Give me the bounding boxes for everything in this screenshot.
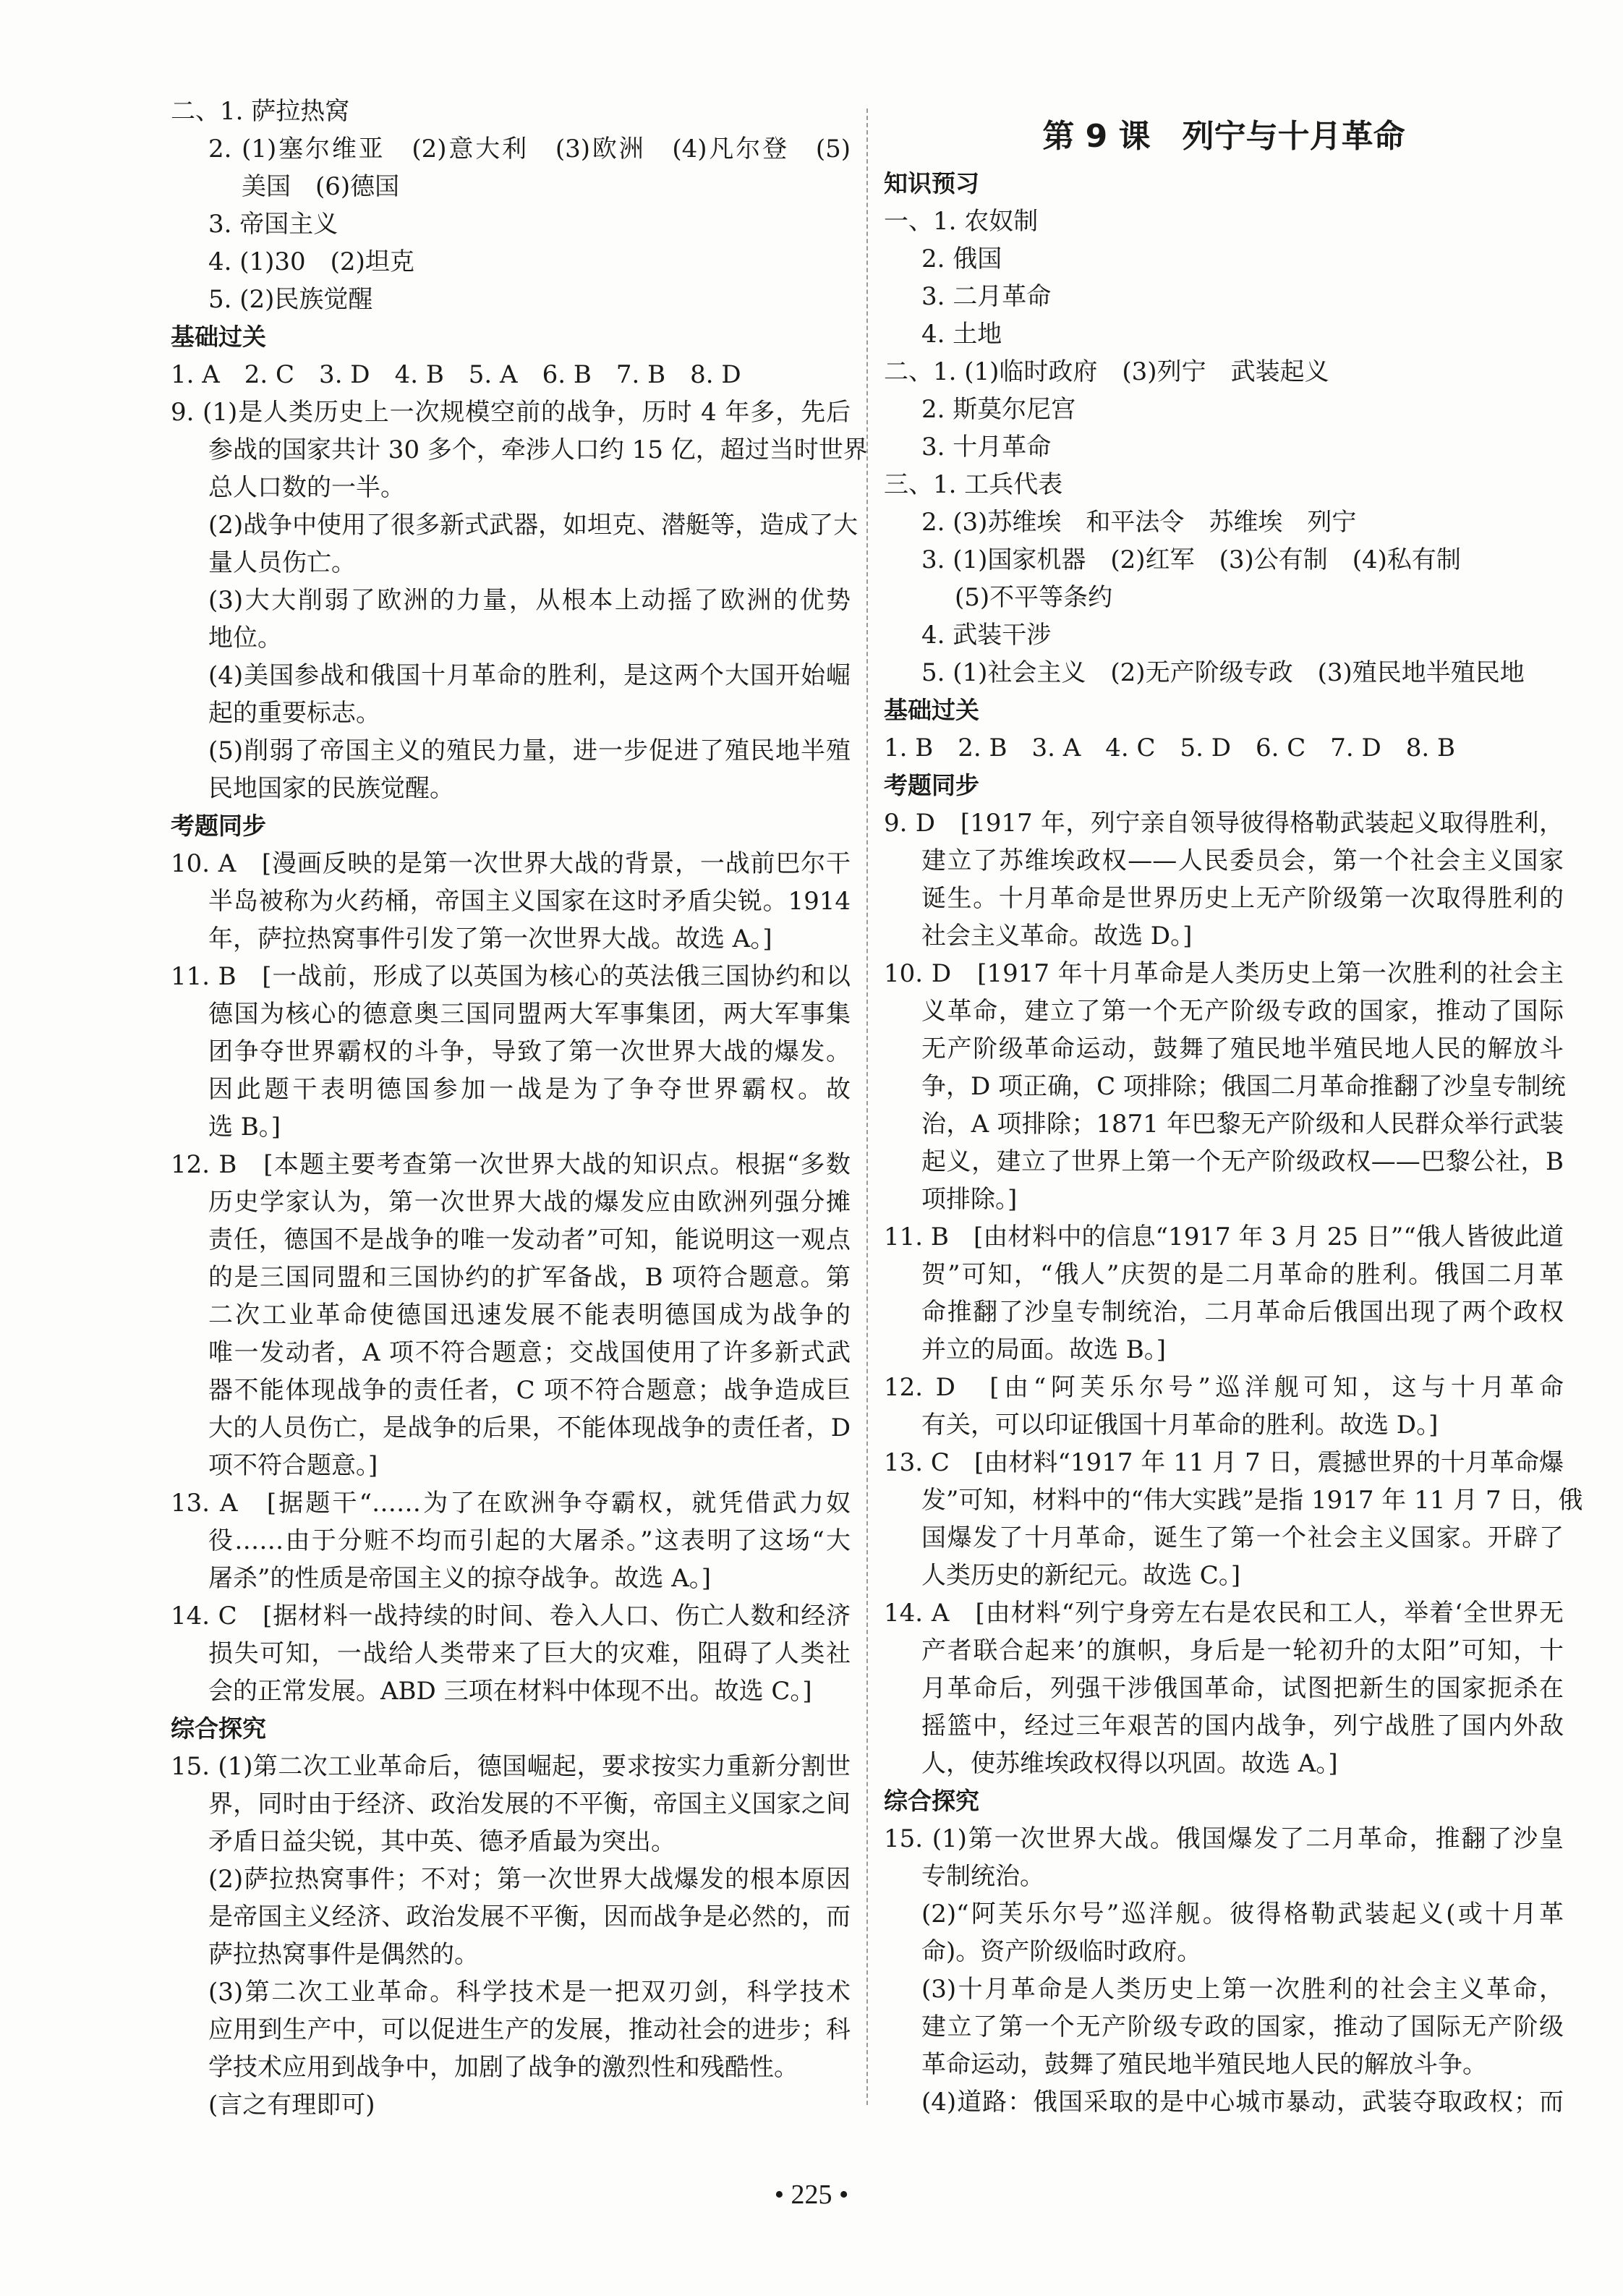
text-line: 革命运动，鼓舞了殖民地半殖民地人民的解放斗争。	[921, 2050, 1487, 2079]
left-column	[171, 93, 868, 2124]
text-line: 二次工业革命使德国迅速发展不能表明德国成为战争的	[208, 1301, 851, 1330]
text-line: 人类历史的新纪元。故选 C。]	[921, 1561, 1241, 1590]
text-line: 年，萨拉热窝事件引发了第一次世界大战。故选 A。]	[208, 924, 772, 953]
text-line: 3. (1)国家机器 (2)红军 (3)公有制 (4)私有制	[921, 545, 1461, 574]
text-line: 2. (3)苏维埃 和平法令 苏维埃 列宁	[921, 508, 1357, 537]
text-line: 义革命，建立了第一个无产阶级专政的国家，推动了国际	[921, 997, 1564, 1026]
text-line: 建立了第一个无产阶级专政的国家，推动了国际无产阶级	[921, 2012, 1564, 2041]
text-line: 量人员伤亡。	[208, 548, 356, 577]
text-line: 应用到生产中，可以促进生产的发展，推动社会的进步；科	[208, 2015, 851, 2044]
section-heading: 综合探究	[884, 1787, 979, 1815]
text-line: 12. D [由“阿芙乐尔号”巡洋舰可知，这与十月革命	[884, 1373, 1564, 1402]
text-line: 1. B 2. B 3. A 4. C 5. D 6. C 7. D 8. B	[884, 734, 1456, 762]
lesson-title: 第 9 课 列宁与十月革命	[1042, 118, 1405, 155]
text-line: (3)大大削弱了欧洲的力量，从根本上动摇了欧洲的优势	[208, 586, 851, 615]
text-line: 1. A 2. C 3. D 4. B 5. A 6. B 7. B 8. D	[171, 360, 741, 389]
text-line: 役……由于分赃不均而引起的大屠杀。”这表明了这场“大	[208, 1526, 851, 1555]
text-line: 专制统治。	[921, 1862, 1044, 1891]
text-line: 有关，可以印证俄国十月革命的胜利。故选 D。]	[921, 1411, 1439, 1440]
text-line: 5. (1)社会主义 (2)无产阶级专政 (3)殖民地半殖民地	[921, 658, 1525, 687]
text-line: 14. A [由材料“列宁身旁左右是农民和工人，举着‘全世界无	[884, 1599, 1564, 1628]
text-line: 一、1. 农奴制	[884, 207, 1039, 236]
text-line: 无产阶级革命运动，鼓舞了殖民地半殖民地人民的解放斗	[921, 1034, 1564, 1063]
section-heading: 综合探究	[171, 1714, 266, 1743]
section-heading: 考题同步	[171, 812, 266, 840]
text-line: 选 B。]	[208, 1113, 281, 1141]
section-heading: 基础过关	[171, 323, 266, 351]
text-line: (5)不平等条约	[955, 583, 1113, 612]
text-line: 总人口数的一半。	[208, 473, 405, 502]
text-line: 学技术应用到战争中，加剧了战争的激烈性和残酷性。	[208, 2053, 798, 2082]
right-column	[884, 93, 1583, 2121]
text-line: 10. D [1917 年十月革命是人类历史上第一次胜利的社会主	[884, 959, 1564, 988]
text-line: 二、1. (1)临时政府 (3)列宁 武装起义	[884, 357, 1329, 386]
text-line: 起义，建立了世界上第一个无产阶级政权——巴黎公社，B	[921, 1147, 1564, 1176]
text-line: 美国 (6)德国	[242, 172, 400, 201]
text-line: 产者联合起来’的旗帜，身后是一轮初升的太阳”可知，十	[921, 1636, 1564, 1665]
text-line: 萨拉热窝事件是偶然的。	[208, 1940, 479, 1969]
text-line: 摇篮中，经过三年艰苦的国内战争，列宁战胜了国内外敌	[921, 1712, 1564, 1740]
text-line: 三、1. 工兵代表	[884, 470, 1063, 499]
text-line: 3. 二月革命	[921, 282, 1052, 311]
text-line: 11. B [一战前，形成了以英国为核心的英法俄三国协约和以	[171, 962, 851, 991]
section-heading: 考题同步	[884, 771, 979, 799]
text-line: 损失可知，一战给人类带来了巨大的灾难，阻碍了人类社	[208, 1639, 851, 1668]
text-line: 贺”可知，“俄人”庆贺的是二月革命的胜利。俄国二月革	[921, 1260, 1564, 1289]
text-line: 10. A [漫画反映的是第一次世界大战的背景，一战前巴尔干	[171, 849, 851, 878]
text-line: 9. (1)是人类历史上一次规模空前的战争，历时 4 年多，先后	[171, 398, 851, 427]
text-line: 2. 斯莫尔尼宫	[921, 395, 1076, 424]
text-line: 2. 俄国	[921, 245, 1002, 273]
text-line: 项排除。]	[921, 1185, 1018, 1214]
section-heading: 基础过关	[884, 696, 979, 724]
text-line: 4. 武装干涉	[921, 621, 1052, 650]
text-line: 的是三国同盟和三国协约的扩军备战，B 项符合题意。第	[208, 1263, 851, 1292]
text-line: 器不能体现战争的责任者，C 项不符合题意；战争造成巨	[208, 1376, 851, 1405]
section-heading: 知识预习	[884, 169, 979, 197]
text-line: 起的重要标志。	[208, 699, 380, 728]
text-line: 二、1. 萨拉热窝	[171, 97, 350, 126]
text-line: 9. D [1917 年，列宁亲自领导彼得格勒武装起义取得胜利，	[884, 809, 1564, 838]
text-line: 屠杀”的性质是帝国主义的掠夺战争。故选 A。]	[208, 1564, 712, 1593]
text-line: 15. (1)第一次世界大战。俄国爆发了二月革命，推翻了沙皇	[884, 1824, 1564, 1853]
text-line: 地位。	[208, 624, 282, 652]
text-line: (言之有理即可)	[208, 2091, 375, 2119]
text-line: (3)第二次工业革命。科学技术是一把双刃剑，科学技术	[208, 1978, 851, 2007]
text-line: 月革命后，列强干涉俄国革命，试图把新生的国家扼杀在	[921, 1674, 1564, 1703]
text-line: 唯一发动者，A 项不符合题意；交战国使用了许多新式武	[208, 1338, 851, 1367]
column-divider	[866, 109, 868, 2105]
text-line: 2. (1)塞尔维亚 (2)意大利 (3)欧洲 (4)凡尔登 (5)	[208, 135, 851, 163]
text-line: 社会主义革命。故选 D。]	[921, 922, 1193, 951]
text-line: 11. B [由材料中的信息“1917 年 3 月 25 日”“俄人皆彼此道	[884, 1223, 1564, 1251]
text-line: 命)。资产阶级临时政府。	[921, 1937, 1202, 1966]
text-line: 14. C [据材料一战持续的时间、卷入人口、伤亡人数和经济	[171, 1602, 851, 1630]
text-line: 参战的国家共计 30 多个，牵涉人口约 15 亿，超过当时世界	[208, 435, 868, 464]
text-line: 德国为核心的德意奥三国同盟两大军事集团，两大军事集	[208, 1000, 851, 1029]
text-line: (5)削弱了帝国主义的殖民力量，进一步促进了殖民地半殖	[208, 736, 851, 765]
page-number: • 225 •	[774, 2180, 849, 2210]
text-line: (2)“阿芙乐尔号”巡洋舰。彼得格勒武装起义(或十月革	[921, 1900, 1564, 1929]
text-line: 发”可知，材料中的“伟大实践”是指 1917 年 11 月 7 日，俄	[921, 1486, 1583, 1515]
text-line: 4. (1)30 (2)坦克	[208, 247, 414, 276]
text-line: 争，D 项正确，C 项排除；俄国二月革命推翻了沙皇专制统	[921, 1072, 1566, 1101]
text-line: (4)美国参战和俄国十月革命的胜利，是这两个大国开始崛	[208, 661, 851, 690]
text-line: 建立了苏维埃政权——人民委员会，第一个社会主义国家	[921, 846, 1564, 875]
text-line: 人，使苏维埃政权得以巩固。故选 A。]	[921, 1749, 1338, 1778]
text-line: (3)十月革命是人类历史上第一次胜利的社会主义革命，	[921, 1975, 1564, 2004]
text-line: 团争夺世界霸权的斗争，导致了第一次世界大战的爆发。	[208, 1037, 851, 1066]
text-line: 12. B [本题主要考查第一次世界大战的知识点。根据“多数	[171, 1150, 851, 1179]
text-line: 国爆发了十月革命，诞生了第一个社会主义国家。开辟了	[921, 1523, 1564, 1552]
text-line: (2)萨拉热窝事件；不对；第一次世界大战爆发的根本原因	[208, 1865, 851, 1894]
text-line: 民地国家的民族觉醒。	[208, 774, 454, 803]
text-line: 13. C [由材料“1917 年 11 月 7 日，震撼世界的十月革命爆	[884, 1448, 1564, 1477]
text-line: 大的人员伤亡，是战争的后果，不能体现战争的责任者，D	[208, 1413, 851, 1442]
text-line: 4. 土地	[921, 320, 1002, 349]
text-line: 治，A 项排除；1871 年巴黎无产阶级和人民群众举行武装	[921, 1110, 1564, 1139]
text-line: 并立的局面。故选 B。]	[921, 1335, 1167, 1364]
text-line: 责任，德国不是战争的唯一发动者”可知，能说明这一观点	[208, 1225, 851, 1254]
text-line: 会的正常发展。ABD 三项在材料中体现不出。故选 C。]	[208, 1677, 812, 1706]
text-line: 3. 十月革命	[921, 433, 1052, 462]
text-line: 矛盾日益尖锐，其中英、德矛盾最为突出。	[208, 1827, 676, 1856]
text-line: 命推翻了沙皇专制统治，二月革命后俄国出现了两个政权	[921, 1298, 1564, 1327]
text-line: 因此题干表明德国参加一战是为了争夺世界霸权。故	[208, 1075, 851, 1104]
text-line: 诞生。十月革命是世界历史上无产阶级第一次取得胜利的	[921, 884, 1564, 913]
text-line: 项不符合题意。]	[208, 1451, 378, 1480]
text-line: 历史学家认为，第一次世界大战的爆发应由欧洲列强分摊	[208, 1188, 851, 1217]
text-line: 13. A [据题干“……为了在欧洲争夺霸权，就凭借武力奴	[171, 1489, 851, 1518]
text-line: 是帝国主义经济、政治发展不平衡，因而战争是必然的，而	[208, 1902, 851, 1931]
text-line: 5. (2)民族觉醒	[208, 285, 373, 314]
text-line: 15. (1)第二次工业革命后，德国崛起，要求按实力重新分割世	[171, 1752, 851, 1781]
text-line: 半岛被称为火药桶，帝国主义国家在这时矛盾尖锐。1914	[208, 887, 851, 916]
text-line: (2)战争中使用了很多新式武器，如坦克、潜艇等，造成了大	[208, 511, 859, 540]
text-line: 3. 帝国主义	[208, 210, 338, 239]
text-line: (4)道路：俄国采取的是中心城市暴动，武装夺取政权；而	[921, 2088, 1564, 2117]
text-line: 界，同时由于经济、政治发展的不平衡，帝国主义国家之间	[208, 1790, 851, 1819]
